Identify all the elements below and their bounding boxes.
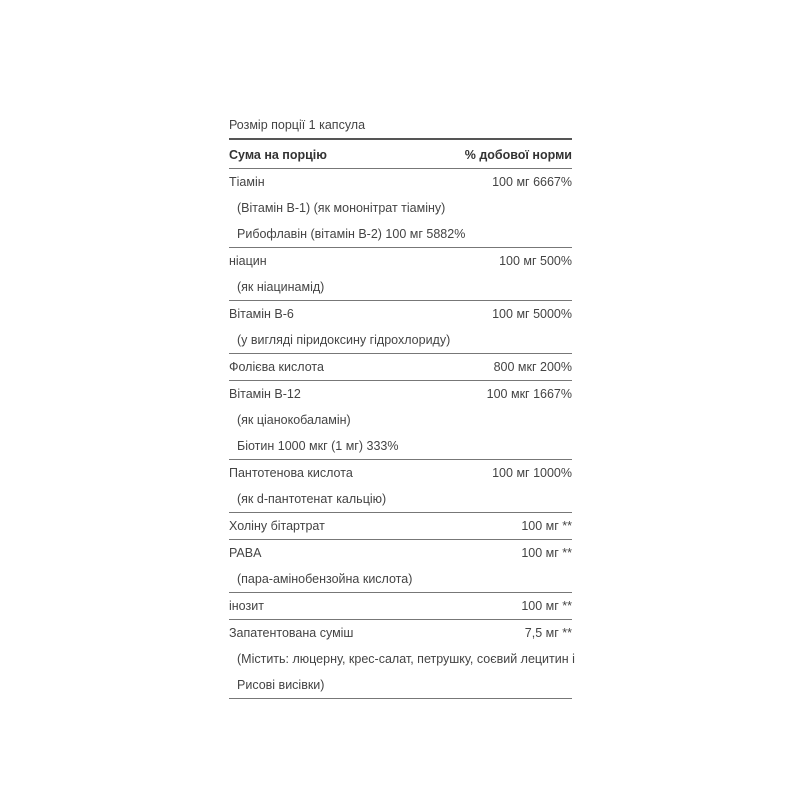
nutrient-row [229, 513, 572, 539]
nutrient-amount: 100 мг 500% [499, 254, 572, 268]
serving-size: Розмір порції 1 капсула [229, 118, 366, 132]
nutrient-subrow [229, 274, 572, 300]
nutrient-amount: 100 мг 1000% [492, 466, 572, 480]
nutrient-row [229, 248, 572, 274]
nutrient-name: Пантотенова кислота [229, 466, 353, 480]
nutrient-detail: (як d-пантотенат кальцію) [237, 492, 387, 506]
nutrient-amount: 800 мкг 200% [493, 360, 572, 374]
nutrient-amount: 100 мг 5000% [492, 307, 572, 321]
nutrient-amount: 100 мкг 1667% [486, 387, 572, 401]
nutrient-row [229, 460, 572, 486]
nutrient-detail: (пара-амінобензойна кислота) [237, 572, 413, 586]
nutrient-subrow [229, 407, 572, 433]
nutrient-group [229, 169, 572, 247]
nutrient-name: Вітамін В-12 [229, 387, 301, 401]
nutrient-subrow [229, 486, 572, 512]
table-header [229, 140, 572, 168]
nutrient-detail: Біотин 1000 мкг (1 мг) 333% [237, 439, 399, 453]
nutrient-group [229, 354, 572, 380]
nutrient-detail: (як ціанокобаламін) [237, 413, 351, 427]
nutrient-group [229, 620, 575, 698]
nutrient-name: Запатентована суміш [229, 626, 354, 640]
nutrient-detail: Рибофлавін (вітамін В-2) 100 мг 5882% [237, 227, 466, 241]
nutrient-group [229, 540, 572, 592]
nutrient-row [229, 169, 572, 195]
nutrient-detail: (Містить: люцерну, крес-салат, петрушку, соєвий лецитин і [237, 652, 575, 666]
nutrient-amount: 7,5 мг ** [524, 626, 572, 640]
nutrient-amount: 100 мг 6667% [492, 175, 572, 189]
nutrient-subrow [229, 221, 572, 247]
nutrient-amount: 100 мг ** [521, 519, 572, 533]
amount-per-serving-heading: Сума на порцію [229, 148, 327, 162]
nutrient-group [229, 593, 572, 619]
nutrient-detail: (у вигляді піридоксину гідрохлориду) [237, 333, 451, 347]
nutrient-row [229, 381, 572, 407]
supplement-facts-panel [229, 112, 575, 699]
nutrient-rows [229, 168, 575, 699]
nutrient-row [229, 540, 572, 566]
nutrient-subrow [229, 327, 572, 353]
nutrient-subrow [229, 433, 572, 459]
nutrient-amount: 100 мг ** [521, 546, 572, 560]
nutrient-row [229, 620, 572, 646]
nutrient-detail: Рисові висівки) [237, 678, 325, 692]
nutrient-amount: 100 мг ** [521, 599, 572, 613]
nutrient-name: Тіамін [229, 175, 265, 189]
nutrient-group [229, 460, 572, 512]
nutrient-name: Фолієва кислота [229, 360, 324, 374]
nutrient-row [229, 354, 572, 380]
nutrient-subrow [229, 672, 572, 698]
nutrient-row [229, 301, 572, 327]
nutrient-detail: (Вітамін В-1) (як мононітрат тіаміну) [237, 201, 446, 215]
nutrient-name: Вітамін В-6 [229, 307, 294, 321]
nutrient-detail: (як ніацинамід) [237, 280, 325, 294]
nutrient-name: інозит [229, 599, 264, 613]
nutrient-subrow [229, 195, 572, 221]
nutrient-name: ніацин [229, 254, 267, 268]
nutrient-name: PABA [229, 546, 262, 560]
bottom-divider [229, 698, 572, 699]
daily-value-heading: % добової норми [464, 148, 572, 162]
nutrient-group [229, 248, 572, 300]
nutrient-name: Холіну бітартрат [229, 519, 325, 533]
nutrient-subrow [229, 646, 575, 672]
nutrient-group [229, 513, 572, 539]
nutrient-group [229, 301, 572, 353]
nutrient-group [229, 381, 572, 459]
nutrient-subrow [229, 566, 572, 592]
nutrient-row [229, 593, 572, 619]
